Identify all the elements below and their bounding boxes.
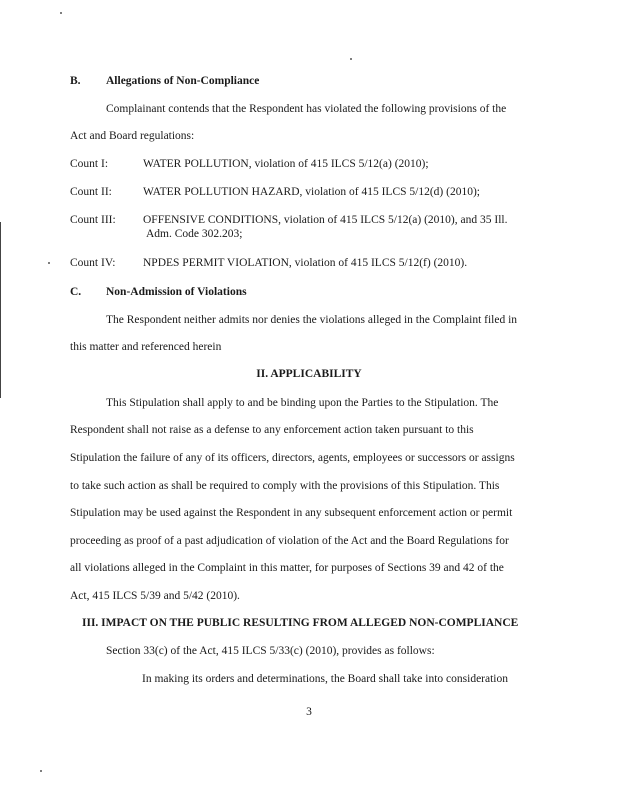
count-2-label: Count II: xyxy=(70,186,112,198)
section-ii-heading: II. APPLICABILITY xyxy=(256,368,362,380)
section-iii-quote: In making its orders and determinations, the Board shall take into consideration xyxy=(142,673,508,685)
count-4-text: NPDES PERMIT VIOLATION, violation of 415 ILCS 5/12(f) (2010). xyxy=(143,257,468,269)
scan-speck xyxy=(60,12,62,14)
section-ii-line: all violations alleged in the Complaint in this matter, for purposes of Sections 39 and 42 of the xyxy=(70,562,504,574)
count-3-label: Count III: xyxy=(70,214,116,226)
section-ii-line: Stipulation may be used against the Respondent in any subsequent enforcement action or permit xyxy=(70,507,513,519)
section-b-letter: B. xyxy=(70,75,81,87)
count-1-label: Count I: xyxy=(70,158,109,170)
count-3-text-continued: Adm. Code 302.203; xyxy=(146,228,243,240)
page-number: 3 xyxy=(306,706,312,718)
section-ii-line: Stipulation the failure of any of its officers, directors, agents, employees or successors or assigns xyxy=(70,452,515,464)
section-ii-line: to take such action as shall be required to comply with the provisions of this Stipulation. This xyxy=(70,480,500,492)
section-c-heading: Non-Admission of Violations xyxy=(106,286,247,298)
section-b-intro-line1: Complainant contends that the Respondent has violated the following provisions of the xyxy=(106,103,507,115)
section-iii-heading: III. IMPACT ON THE PUBLIC RESULTING FROM ALLEGED NON-COMPLIANCE xyxy=(82,617,519,629)
scan-speck xyxy=(350,58,352,60)
count-3-text: OFFENSIVE CONDITIONS, violation of 415 ILCS 5/12(a) (2010), and 35 Ill. xyxy=(143,214,508,226)
section-b-intro-line2: Act and Board regulations: xyxy=(70,130,195,142)
count-2-text: WATER POLLUTION HAZARD, violation of 415 ILCS 5/12(d) (2010); xyxy=(143,186,480,198)
section-c-line1: The Respondent neither admits nor denies the violations alleged in the Complaint filed in xyxy=(106,314,518,326)
scan-speck xyxy=(48,262,50,264)
section-iii-line1: Section 33(c) of the Act, 415 ILCS 5/33(c) (2010), provides as follows: xyxy=(106,645,435,657)
section-c-letter: C. xyxy=(70,286,82,298)
section-ii-line: Act, 415 ILCS 5/39 and 5/42 (2010). xyxy=(70,590,240,602)
count-1-text: WATER POLLUTION, violation of 415 ILCS 5/12(a) (2010); xyxy=(143,158,429,170)
section-ii-line: proceeding as proof of a past adjudication of violation of the Act and the Board Regulations for xyxy=(70,535,509,547)
count-4-label: Count IV: xyxy=(70,257,116,269)
section-ii-line: This Stipulation shall apply to and be binding upon the Parties to the Stipulation. The xyxy=(106,397,499,409)
section-c-line2: this matter and referenced herein xyxy=(70,341,222,353)
scan-speck xyxy=(40,770,42,772)
section-ii-line: Respondent shall not raise as a defense to any enforcement action taken pursuant to this xyxy=(70,424,474,436)
section-b-heading: Allegations of Non-Compliance xyxy=(106,75,260,87)
